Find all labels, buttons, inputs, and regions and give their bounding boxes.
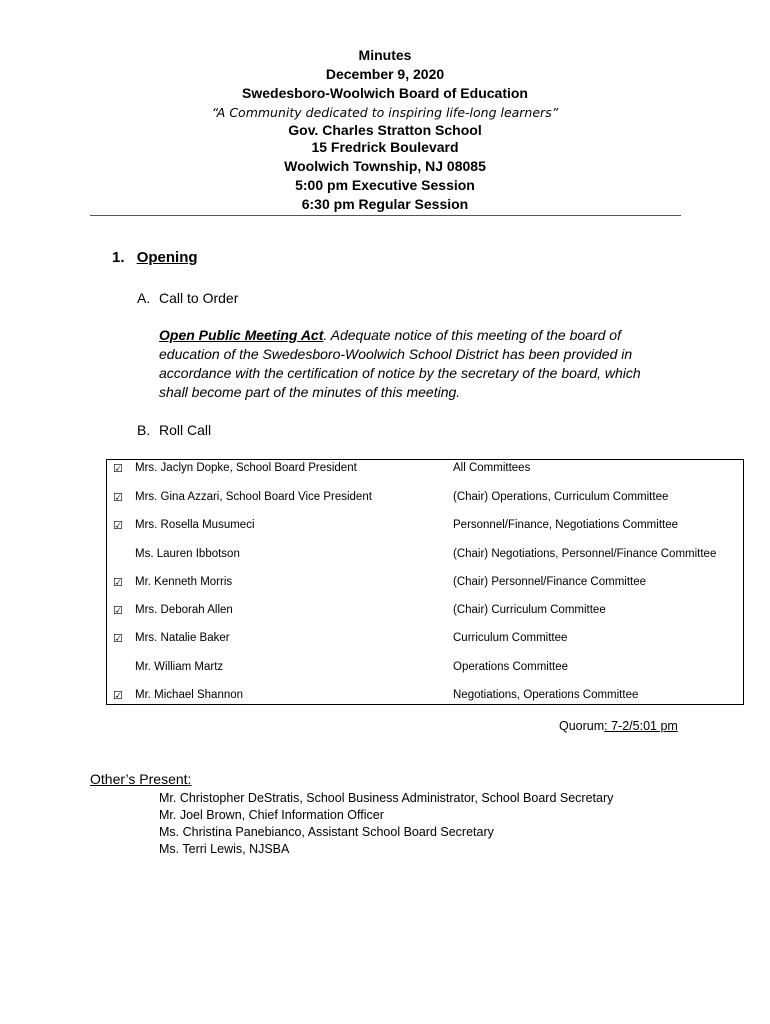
item-roll-call: [137, 422, 211, 438]
checkbox-icon: ☑: [113, 577, 123, 589]
member-committee: (Chair) Curriculum Committee: [453, 604, 606, 616]
header-regular-session: 6:30 pm Regular Session: [301, 196, 469, 212]
section-title: Opening: [136, 249, 198, 266]
opma-title: Open Public Meeting Act: [159, 327, 324, 343]
item-letter: B.: [137, 422, 151, 438]
header-date: December 9, 2020: [325, 66, 445, 82]
opma-text: . Adequate notice of this meeting of the board of education of the Swedesboro-Woolwich School District has been provided in accordance with the certification of notice by the secretary of the board, which shall become part of the minutes of this meeting.: [159, 327, 641, 400]
member-committee: All Committees: [453, 462, 531, 474]
open-public-meeting-act-paragraph: [159, 326, 659, 402]
roll-call-row: [107, 489, 743, 509]
roll-call-row: [107, 687, 743, 707]
checkbox-icon: ☑: [113, 605, 123, 617]
list-item: Ms. Christina Panebianco, Assistant School Board Secretary: [159, 825, 494, 839]
header-motto: “A Community dedicated to inspiring life-long learners”: [211, 105, 559, 120]
item-call-to-order: [137, 290, 238, 306]
quorum-value: : 7-2/5:01 pm: [604, 719, 678, 733]
header-school: Gov. Charles Stratton School: [288, 122, 482, 138]
header-board-name: Swedesboro-Woolwich Board of Education: [242, 85, 528, 101]
roll-call-row: [107, 574, 743, 594]
others-present-heading: Other’s Present:: [90, 771, 192, 787]
section-number: 1.: [112, 249, 125, 266]
checkbox-icon: ☑: [113, 690, 123, 702]
section-opening-heading: [112, 249, 198, 266]
header-address: 15 Fredrick Boulevard: [311, 139, 459, 155]
member-name: Mr. William Martz: [135, 661, 224, 673]
member-name: Mr. Michael Shannon: [135, 689, 244, 701]
roll-call-table: [106, 459, 744, 705]
roll-call-row: [107, 602, 743, 622]
quorum-line: [559, 719, 678, 733]
member-committee: (Chair) Personnel/Finance Committee: [453, 576, 647, 588]
member-committee: Negotiations, Operations Committee: [453, 689, 639, 701]
others-present-list: [159, 790, 613, 858]
member-committee: (Chair) Negotiations, Personnel/Finance Committee: [453, 548, 717, 560]
roll-call-row: [107, 659, 743, 679]
checkbox-icon: ☑: [113, 463, 123, 475]
member-name: Mrs. Jaclyn Dopke, School Board President: [135, 462, 357, 474]
item-label: Call to Order: [159, 290, 239, 306]
list-item: Mr. Christopher DeStratis, School Business Administrator, School Board Secretary: [159, 791, 614, 805]
member-name: Mrs. Rosella Musumeci: [135, 519, 255, 531]
header-title: Minutes: [358, 47, 412, 63]
member-committee: (Chair) Operations, Curriculum Committee: [453, 491, 669, 503]
roll-call-row: [107, 546, 743, 566]
member-committee: Personnel/Finance, Negotiations Committee: [453, 519, 679, 531]
list-item: Ms. Terri Lewis, NJSBA: [159, 842, 290, 856]
roll-call-row: [107, 517, 743, 537]
checkbox-icon: ☑: [113, 492, 123, 504]
checkbox-icon: ☑: [113, 633, 123, 645]
item-label: Roll Call: [159, 422, 212, 438]
member-name: Mrs. Natalie Baker: [135, 632, 230, 644]
header-executive-session: 5:00 pm Executive Session: [295, 177, 475, 193]
roll-call-row: [107, 460, 743, 480]
item-letter: A.: [137, 290, 151, 306]
checkbox-icon: ☑: [113, 520, 123, 532]
document-header: [90, 46, 680, 214]
member-committee: Curriculum Committee: [453, 632, 568, 644]
member-name: Mrs. Deborah Allen: [135, 604, 233, 616]
header-divider: [90, 215, 681, 216]
member-name: Ms. Lauren Ibbotson: [135, 548, 240, 560]
member-name: Mr. Kenneth Morris: [135, 576, 233, 588]
header-city: Woolwich Township, NJ 08085: [284, 158, 486, 174]
quorum-label: Quorum: [559, 719, 605, 733]
list-item: Mr. Joel Brown, Chief Information Officer: [159, 808, 384, 822]
member-name: Mrs. Gina Azzari, School Board Vice President: [135, 491, 372, 503]
member-committee: Operations Committee: [453, 661, 569, 673]
roll-call-row: [107, 630, 743, 650]
